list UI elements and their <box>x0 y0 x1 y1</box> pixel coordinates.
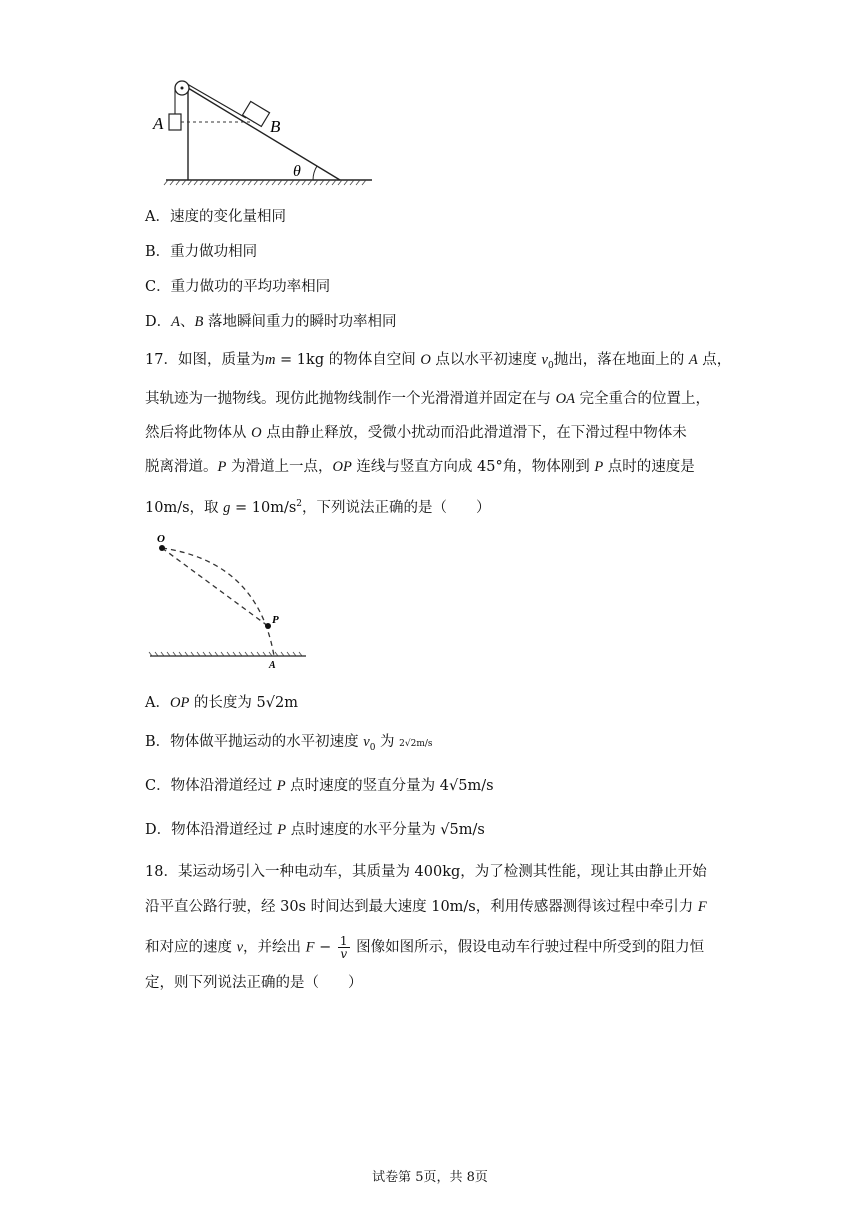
q16-option-b: B．重力做功相同 <box>145 244 258 260</box>
q17-option-c: C．物体沿滑道经过 P 点时速度的竖直分量为 4√5m/s <box>145 778 494 794</box>
trajectory-figure <box>148 532 318 672</box>
q18-line-1: 18．某运动场引入一种电动车，其质量为 400kg，为了检测其性能，现让其由静止开始 <box>145 864 707 880</box>
q17-option-a: A．OP 的长度为 5√2m <box>145 695 298 711</box>
q17-option-b: B．物体做平抛运动的水平初速度 $v_0$ 为 2√2m/s <box>145 734 433 753</box>
label-A: A <box>153 114 164 133</box>
q16-option-a: A．速度的变化量相同 <box>145 209 286 225</box>
label-A: A <box>269 660 276 671</box>
page-footer: 试卷第 5页，共 8页 <box>372 1170 488 1185</box>
q17-line-4: 脱离滑道。P 为滑道上一点，OP 连线与竖直方向成 45°角，物体刚到 P 点时的速度是 <box>145 459 695 475</box>
incline-pulley-figure <box>150 72 380 188</box>
label-B: B <box>270 117 281 136</box>
q17-line-2: 其轨迹为一抛物线。现仿此抛物线制作一个光滑滑道并固定在与 OA 完全重合的位置上， <box>145 391 711 407</box>
label-theta: θ <box>293 163 301 180</box>
one-over-v-fraction: $\frac{1}{v}$ <box>339 934 348 961</box>
q17-line-3: 然后将此物体从 O 点由静止释放，受微小扰动而沿此滑道滑下，在下滑过程中物体未 <box>145 425 687 441</box>
q16-option-d: D．A、B 落地瞬间重力的瞬时功率相同 <box>145 314 397 330</box>
label-O: O <box>157 533 165 545</box>
q18-line-3: 和对应的速度 v，并绘出 F − $\frac{1}{v}$ 图像如图所示，假设电动车行驶过程中所受到的阻力恒 <box>145 934 705 961</box>
q18-line-2: 沿平直公路行驶，经 30s 时间达到最大速度 10m/s，利用传感器测得该过程中牵引力 F <box>145 899 707 915</box>
label-P: P <box>272 614 279 626</box>
q18-line-4: 定，则下列说法正确的是（ ） <box>145 975 363 991</box>
q17-line-1: 17．如图，质量为m = 1kg 的物体自空间 O 点以水平初速度 $v_0$抛出，落在地面上的 A 点， <box>145 352 732 371</box>
q16-option-c: C．重力做功的平均功率相同 <box>145 279 331 295</box>
q17-option-d: D．物体沿滑道经过 P 点时速度的水平分量为 √5m/s <box>145 822 485 838</box>
q17-line-5: 10m/s，取 $g = 10m/s^2$，下列说法正确的是（ ） <box>145 499 491 516</box>
